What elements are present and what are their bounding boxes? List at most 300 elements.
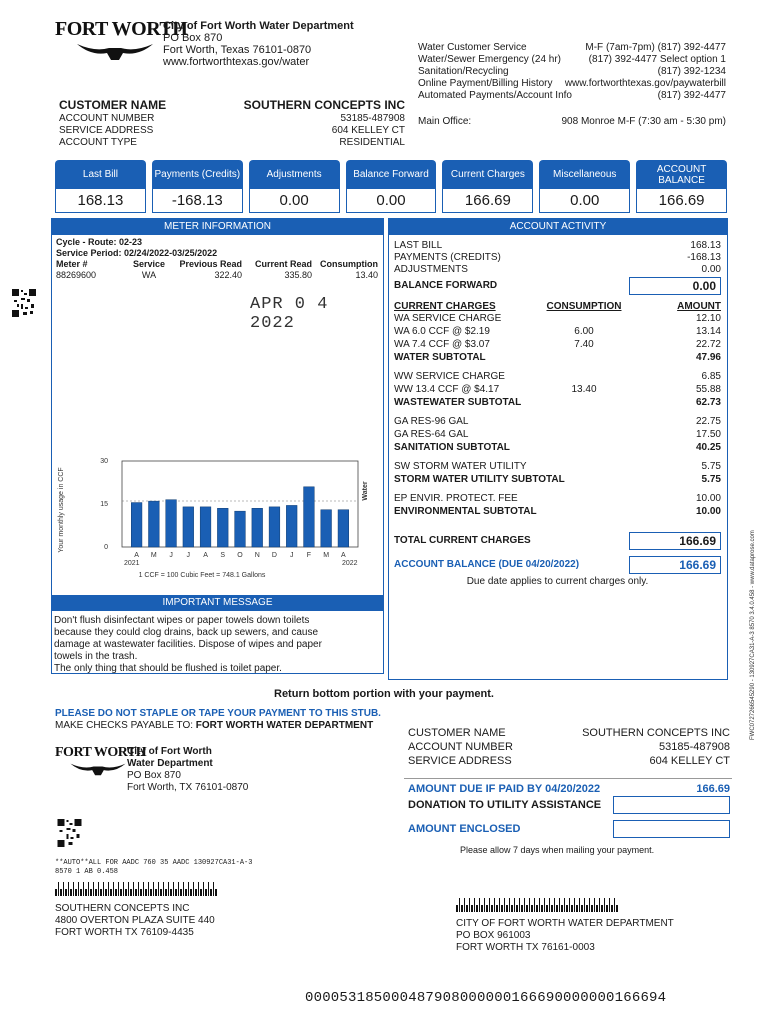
- barcode-bar: [120, 889, 122, 896]
- barcode-bar: [158, 882, 160, 896]
- barcode-bar: [496, 905, 498, 912]
- stub-customer-name-value: SOUTHERN CONCEPTS INC: [582, 727, 730, 739]
- subtotal-value: 40.25: [695, 442, 721, 453]
- barcode-bar: [118, 882, 120, 896]
- barcode-bar: [215, 889, 217, 896]
- subtotal-value: 5.75: [701, 474, 721, 485]
- due-note: Due date applies to current charges only.: [466, 576, 649, 587]
- total-current-label: TOTAL CURRENT CHARGES: [394, 535, 531, 546]
- tile-label: Last Bill: [55, 160, 146, 189]
- cycle-label: Cycle - Route:: [56, 237, 117, 247]
- activity-panel: [388, 218, 728, 680]
- qr-code-icon: [11, 288, 37, 318]
- stub-city-line: Fort Worth, TX 76101-0870: [127, 782, 249, 793]
- barcode-bar: [544, 898, 546, 912]
- tile-value: 0.00: [539, 189, 630, 213]
- barcode-bar: [68, 882, 70, 896]
- barcode-bar: [168, 882, 170, 896]
- usage-bar: [166, 500, 177, 547]
- barcode-bar: [509, 898, 511, 912]
- remit-addr2: FORT WORTH TX 76161-0003: [456, 942, 595, 953]
- subtotal-label: WATER SUBTOTAL: [394, 352, 486, 363]
- charge-amount: 12.10: [695, 313, 721, 324]
- barcode-bar: [556, 905, 558, 912]
- charge-consumption: [544, 312, 624, 325]
- charge-consumption: [544, 428, 624, 441]
- important-title: IMPORTANT MESSAGE: [52, 595, 383, 611]
- usage-bar: [286, 505, 297, 547]
- barcode-bar: [160, 889, 162, 896]
- barcode-bar: [125, 889, 127, 896]
- barcode-bar: [591, 905, 593, 912]
- barcode-bar: [190, 889, 192, 896]
- barcode-bar: [165, 889, 167, 896]
- barcode-bar: [123, 882, 125, 896]
- barcode-bar: [153, 882, 155, 896]
- stub-dept-line2: Water Department: [127, 758, 213, 769]
- contact-label: Sanitation/Recycling: [418, 66, 509, 77]
- amount-label: AMOUNT: [677, 301, 721, 312]
- col-consumption: Consumption: [320, 259, 378, 269]
- barcode-bar: [108, 882, 110, 896]
- cell-previous: 322.40: [214, 270, 242, 280]
- side-print-code: FWC0727266545290 - 130927CA31-A-3 8570 3.4.0.458 - www.dataprose.com: [750, 530, 756, 740]
- remit-barcode: [456, 898, 618, 912]
- charge-group: [394, 370, 721, 409]
- contact-link[interactable]: www.fortworthtexas.gov/paywaterbill: [564, 78, 726, 89]
- ocr-scanline: 000053185000487908000000166690000000166694: [305, 990, 667, 1006]
- barcode-bar: [569, 898, 571, 912]
- activity-title: ACCOUNT ACTIVITY: [389, 219, 727, 235]
- y-tick-label: 15: [100, 501, 108, 508]
- charge-amount: 55.88: [695, 384, 721, 395]
- barcode-bar: [561, 905, 563, 912]
- charge-groups: [394, 312, 721, 518]
- customer-name-label: CUSTOMER NAME: [59, 98, 167, 112]
- charge-row: [394, 370, 721, 383]
- usage-bar: [131, 503, 142, 547]
- charge-consumption: [544, 460, 624, 473]
- return-text: Return bottom portion with your payment.: [274, 688, 494, 700]
- barcode-bar: [576, 905, 578, 912]
- subtotal-row: [394, 441, 721, 454]
- usage-bar: [149, 501, 160, 547]
- barcode-bar: [476, 905, 478, 912]
- barcode-bar: [589, 898, 591, 912]
- usage-bar: [321, 510, 332, 547]
- tile-account-balance: [636, 160, 727, 213]
- charge-consumption: [544, 492, 624, 505]
- barcode-bar: [579, 898, 581, 912]
- stub-account-label: ACCOUNT NUMBER: [408, 741, 513, 753]
- subtotal-row: [394, 396, 721, 409]
- barcode-bar: [143, 882, 145, 896]
- barcode-bar: [534, 898, 536, 912]
- subtotal-value: 47.96: [695, 352, 721, 363]
- barcode-bar: [133, 882, 135, 896]
- col-previous: Previous Read: [179, 259, 242, 269]
- charge-consumption: [544, 415, 624, 428]
- barcode-bar: [78, 882, 80, 896]
- barcode-bar: [596, 905, 598, 912]
- balance-forward-value: 0.00: [629, 277, 721, 295]
- barcode-bar: [491, 905, 493, 912]
- charge-consumption: 7.40: [574, 339, 594, 350]
- barcode-bar: [178, 882, 180, 896]
- remit-name: CITY OF FORT WORTH WATER DEPARTMENT: [456, 918, 674, 929]
- stub-dept-line1: City of Fort Worth: [127, 746, 212, 757]
- contact-row: [418, 66, 726, 78]
- payable-prefix: MAKE CHECKS PAYABLE TO:: [55, 720, 194, 731]
- barcode-bar: [506, 905, 508, 912]
- charge-amount: 6.85: [701, 371, 721, 382]
- barcode-bar: [145, 889, 147, 896]
- charge-label: WW 13.4 CCF @ $4.17: [394, 384, 500, 395]
- barcode-bar: [546, 905, 548, 912]
- service-address-value: 604 KELLEY CT: [331, 125, 405, 136]
- period-label: Service Period:: [56, 248, 122, 258]
- usage-bar: [183, 507, 194, 547]
- barcode-bar: [60, 889, 62, 896]
- barcode-bar: [100, 889, 102, 896]
- subtotal-label: STORM WATER UTILITY SUBTOTAL: [394, 474, 565, 485]
- tile-last-bill: [55, 160, 146, 213]
- barcode-bar: [559, 898, 561, 912]
- charge-amount: 22.72: [695, 339, 721, 350]
- mail-addr2: FORT WORTH TX 76109-4435: [55, 927, 194, 938]
- barcode-bar: [170, 889, 172, 896]
- usage-bar: [304, 487, 315, 547]
- charge-consumption: 13.40: [571, 384, 597, 395]
- customer-name-value: SOUTHERN CONCEPTS INC: [243, 98, 405, 112]
- barcode-bar: [611, 905, 613, 912]
- stub-divider: [404, 778, 732, 779]
- contact-value: (817) 392-1234: [657, 66, 726, 77]
- chart-year-right: 2022: [342, 560, 358, 567]
- barcode-bar: [531, 905, 533, 912]
- tile-adjustments: [249, 160, 340, 213]
- stub-service-label: SERVICE ADDRESS: [408, 755, 512, 767]
- subtotal-label: ENVIRONMENTAL SUBTOTAL: [394, 506, 537, 517]
- subtotal-label: WASTEWATER SUBTOTAL: [394, 397, 522, 408]
- adjustments-value: 0.00: [701, 264, 721, 275]
- contact-value: M-F (7am-7pm) (817) 392-4477: [585, 42, 726, 53]
- account-balance-label: ACCOUNT BALANCE (DUE 04/20/2022): [394, 559, 580, 570]
- x-tick-label: A: [203, 552, 208, 559]
- amount-due-row: [408, 783, 730, 795]
- barcode-bar: [150, 889, 152, 896]
- charge-label: GA RES-64 GAL: [394, 429, 469, 440]
- account-type-value: RESIDENTIAL: [339, 137, 405, 148]
- barcode-bar: [173, 882, 175, 896]
- city-line: Fort Worth, Texas 76101-0870: [163, 44, 312, 56]
- x-tick-label: A: [341, 552, 346, 559]
- charge-row: [394, 492, 721, 505]
- chart-year-left: 2021: [124, 560, 140, 567]
- tile-label: Payments (Credits): [152, 160, 243, 189]
- barcode-bar: [604, 898, 606, 912]
- stub-qr-code-icon: [56, 818, 83, 848]
- amount-due-value: 166.69: [696, 783, 730, 795]
- charge-amount: 17.50: [695, 429, 721, 440]
- barcode-bar: [536, 905, 538, 912]
- charge-amount: 10.00: [695, 493, 721, 504]
- subtotal-row: [394, 351, 721, 364]
- contact-value: (817) 392-4477 Select option 1: [588, 54, 726, 65]
- main-office-label: Main Office:: [418, 116, 472, 127]
- barcode-bar: [55, 889, 57, 896]
- barcode-bar: [85, 889, 87, 896]
- tile-current-charges: [442, 160, 533, 213]
- staple-warning: PLEASE DO NOT STAPLE OR TAPE YOUR PAYMENT TO THIS STUB.: [55, 708, 381, 719]
- barcode-bar: [616, 905, 618, 912]
- mail-address: [55, 903, 215, 939]
- col-current: Current Read: [254, 259, 312, 269]
- barcode-bar: [594, 898, 596, 912]
- donation-label: DONATION TO UTILITY ASSISTANCE: [408, 799, 602, 811]
- barcode-bar: [193, 882, 195, 896]
- longhorn-icon: [75, 38, 155, 62]
- barcode-bar: [519, 898, 521, 912]
- service-address-label: SERVICE ADDRESS: [59, 125, 154, 136]
- barcode-bar: [539, 898, 541, 912]
- barcode-bar: [155, 889, 157, 896]
- barcode-bar: [148, 882, 150, 896]
- balance-forward-label: BALANCE FORWARD: [394, 280, 498, 291]
- barcode-bar: [609, 898, 611, 912]
- barcode-bar: [163, 882, 165, 896]
- barcode-bar: [205, 889, 207, 896]
- chart-footnote: 1 CCF = 100 Cubic Feet = 748.1 Gallons: [138, 572, 266, 579]
- barcode-bar: [135, 889, 137, 896]
- contact-row: [418, 54, 726, 66]
- website-link[interactable]: www.fortworthtexas.gov/water: [163, 56, 310, 68]
- barcode-bar: [70, 889, 72, 896]
- logo-text: FORT WORTH: [55, 18, 188, 40]
- barcode-bar: [481, 905, 483, 912]
- account-balance-value: 166.69: [629, 556, 721, 574]
- y-tick-label: 30: [100, 458, 108, 465]
- barcode-bar: [110, 889, 112, 896]
- payable-name: FORT WORTH WATER DEPARTMENT: [195, 720, 374, 731]
- usage-bar: [235, 511, 246, 547]
- subtotal-value: 62.73: [695, 397, 721, 408]
- payments-label: PAYMENTS (CREDITS): [394, 252, 501, 263]
- stub-address: [127, 746, 248, 794]
- adjustments-label: ADJUSTMENTS: [394, 264, 468, 275]
- x-tick-label: S: [220, 552, 226, 559]
- barcode-bar: [601, 905, 603, 912]
- message-line: damage at wastewater facilities. Dispose of wipes and paper: [54, 639, 322, 650]
- tile-value: 0.00: [249, 189, 340, 213]
- barcode-bar: [571, 905, 573, 912]
- charge-group: [394, 312, 721, 364]
- account-number-value: 53185-487908: [340, 113, 405, 124]
- barcode-bar: [566, 905, 568, 912]
- x-tick-label: O: [237, 552, 243, 559]
- charge-group: [394, 492, 721, 518]
- barcode-bar: [93, 882, 95, 896]
- barcode-bar: [200, 889, 202, 896]
- charge-amount: 22.75: [695, 416, 721, 427]
- usage-bar: [338, 510, 349, 547]
- barcode-bar: [474, 898, 476, 912]
- barcode-bar: [469, 898, 471, 912]
- tile-payments: [152, 160, 243, 213]
- charge-label: WW SERVICE CHARGE: [394, 371, 505, 382]
- meter-table-header: [56, 259, 379, 270]
- stub-po-box: PO Box 870: [127, 770, 181, 781]
- x-tick-label: D: [271, 552, 277, 559]
- barcode-bar: [73, 882, 75, 896]
- subtotal-value: 10.00: [695, 506, 721, 517]
- charge-consumption: [544, 370, 624, 383]
- message-line: because they could clog drains, back up sewers, and cause: [54, 627, 319, 638]
- barcode-bar: [180, 889, 182, 896]
- amount-due-label: AMOUNT DUE IF PAID BY 04/20/2022: [408, 783, 601, 795]
- barcode-bar: [213, 882, 215, 896]
- charge-row: [394, 338, 721, 351]
- barcode-bar: [203, 882, 205, 896]
- charge-row: [394, 325, 721, 338]
- barcode-bar: [95, 889, 97, 896]
- barcode-bar: [90, 889, 92, 896]
- usage-chart: [52, 455, 383, 595]
- charge-label: WA 7.4 CCF @ $3.07: [394, 339, 490, 350]
- charge-consumption: 6.00: [574, 326, 594, 337]
- barcode-bar: [63, 882, 65, 896]
- barcode-bar: [208, 882, 210, 896]
- charge-group: [394, 415, 721, 454]
- barcode-bar: [80, 889, 82, 896]
- col-service: Service: [132, 259, 166, 269]
- charge-group: [394, 460, 721, 486]
- x-tick-label: F: [306, 552, 312, 559]
- cell-consumption: 13.40: [355, 270, 378, 280]
- contact-row: [418, 90, 726, 102]
- stub-customer-block: [408, 726, 730, 768]
- barcode-bar: [541, 905, 543, 912]
- longhorn-icon: [69, 759, 127, 777]
- chart-ylabel: Your monthly usage in CCF: [58, 467, 65, 553]
- cell-meter: 88269600: [56, 270, 97, 280]
- barcode-bar: [456, 905, 458, 912]
- payable-line: [55, 720, 373, 731]
- usage-bar: [269, 507, 280, 547]
- barcode-bar: [83, 882, 85, 896]
- contact-label: Automated Payments/Account Info: [418, 90, 572, 101]
- tile-value: 0.00: [346, 189, 437, 213]
- auto-line: 8570 1 AB 0.458: [55, 868, 119, 876]
- remit-addr1: PO BOX 961003: [456, 930, 531, 941]
- barcode-bar: [210, 889, 212, 896]
- barcode-bar: [489, 898, 491, 912]
- tile-miscellaneous: [539, 160, 630, 213]
- last-bill-value: 168.13: [690, 240, 721, 251]
- charge-label: GA RES-96 GAL: [394, 416, 469, 427]
- tile-value: 168.13: [55, 189, 146, 213]
- contact-label: Water Customer Service: [418, 42, 527, 53]
- auto-sort-lines: [55, 859, 252, 877]
- important-message: [54, 615, 374, 675]
- barcode-bar: [58, 882, 60, 896]
- stub-service-value: 604 KELLEY CT: [649, 755, 730, 767]
- barcode-bar: [198, 882, 200, 896]
- barcode-bar: [486, 905, 488, 912]
- barcode-bar: [75, 889, 77, 896]
- period-value: 02/24/2022-03/25/2022: [124, 248, 218, 258]
- tile-label: Adjustments: [249, 160, 340, 189]
- mail-name: SOUTHERN CONCEPTS INC: [55, 903, 190, 914]
- usage-bar: [252, 508, 263, 547]
- header-address: [163, 20, 354, 68]
- barcode-bar: [65, 889, 67, 896]
- main-office-row: [418, 116, 726, 128]
- barcode-bar: [98, 882, 100, 896]
- col-meter: Meter #: [56, 259, 88, 269]
- customer-block: [59, 98, 405, 149]
- subtotal-label: SANITATION SUBTOTAL: [394, 442, 510, 453]
- barcode-bar: [504, 898, 506, 912]
- message-line: The only thing that should be flushed is toilet paper.: [54, 663, 282, 674]
- barcode-bar: [103, 882, 105, 896]
- meter-table-row: [56, 270, 379, 281]
- meter-panel: [51, 218, 384, 674]
- barcode-bar: [529, 898, 531, 912]
- tile-value: 166.69: [636, 189, 727, 213]
- mail-addr1: 4800 OVERTON PLAZA SUITE 440: [55, 915, 215, 926]
- barcode-bar: [554, 898, 556, 912]
- barcode-bar: [511, 905, 513, 912]
- barcode-bar: [516, 905, 518, 912]
- stub-account-value: 53185-487908: [659, 741, 730, 753]
- x-tick-label: J: [289, 552, 294, 559]
- barcode-bar: [479, 898, 481, 912]
- barcode-bar: [549, 898, 551, 912]
- charge-amount: 5.75: [701, 461, 721, 472]
- charge-row: [394, 383, 721, 396]
- barcode-bar: [564, 898, 566, 912]
- charge-label: SW STORM WATER UTILITY: [394, 461, 527, 472]
- tile-value: -168.13: [152, 189, 243, 213]
- barcode-bar: [501, 905, 503, 912]
- tile-value: 166.69: [442, 189, 533, 213]
- account-number-label: ACCOUNT NUMBER: [59, 113, 155, 124]
- donation-input[interactable]: [613, 796, 730, 814]
- barcode-bar: [599, 898, 601, 912]
- barcode-bar: [584, 898, 586, 912]
- charges-header: [394, 301, 721, 312]
- tile-label: ACCOUNT BALANCE: [636, 160, 727, 189]
- po-box: PO Box 870: [163, 32, 223, 44]
- message-line: Don't flush disinfectant wipes or paper towels down toilets: [54, 615, 310, 626]
- usage-bar: [200, 507, 211, 547]
- contact-label: Water/Sewer Emergency (24 hr): [418, 54, 562, 65]
- barcode-bar: [586, 905, 588, 912]
- amount-enclosed-input[interactable]: [613, 820, 730, 838]
- subtotal-row: [394, 505, 721, 518]
- usage-bar: [217, 508, 228, 547]
- barcode-bar: [521, 905, 523, 912]
- auto-line: **AUTO**ALL FOR AADC 760 35 AADC 130927CA31-A-3: [55, 859, 253, 867]
- x-tick-label: J: [169, 552, 173, 559]
- contact-row: [418, 42, 726, 54]
- contact-value: (817) 392-4477: [657, 90, 726, 101]
- barcode-bar: [499, 898, 501, 912]
- barcode-bar: [551, 905, 553, 912]
- barcode-bar: [105, 889, 107, 896]
- barcode-bar: [115, 889, 117, 896]
